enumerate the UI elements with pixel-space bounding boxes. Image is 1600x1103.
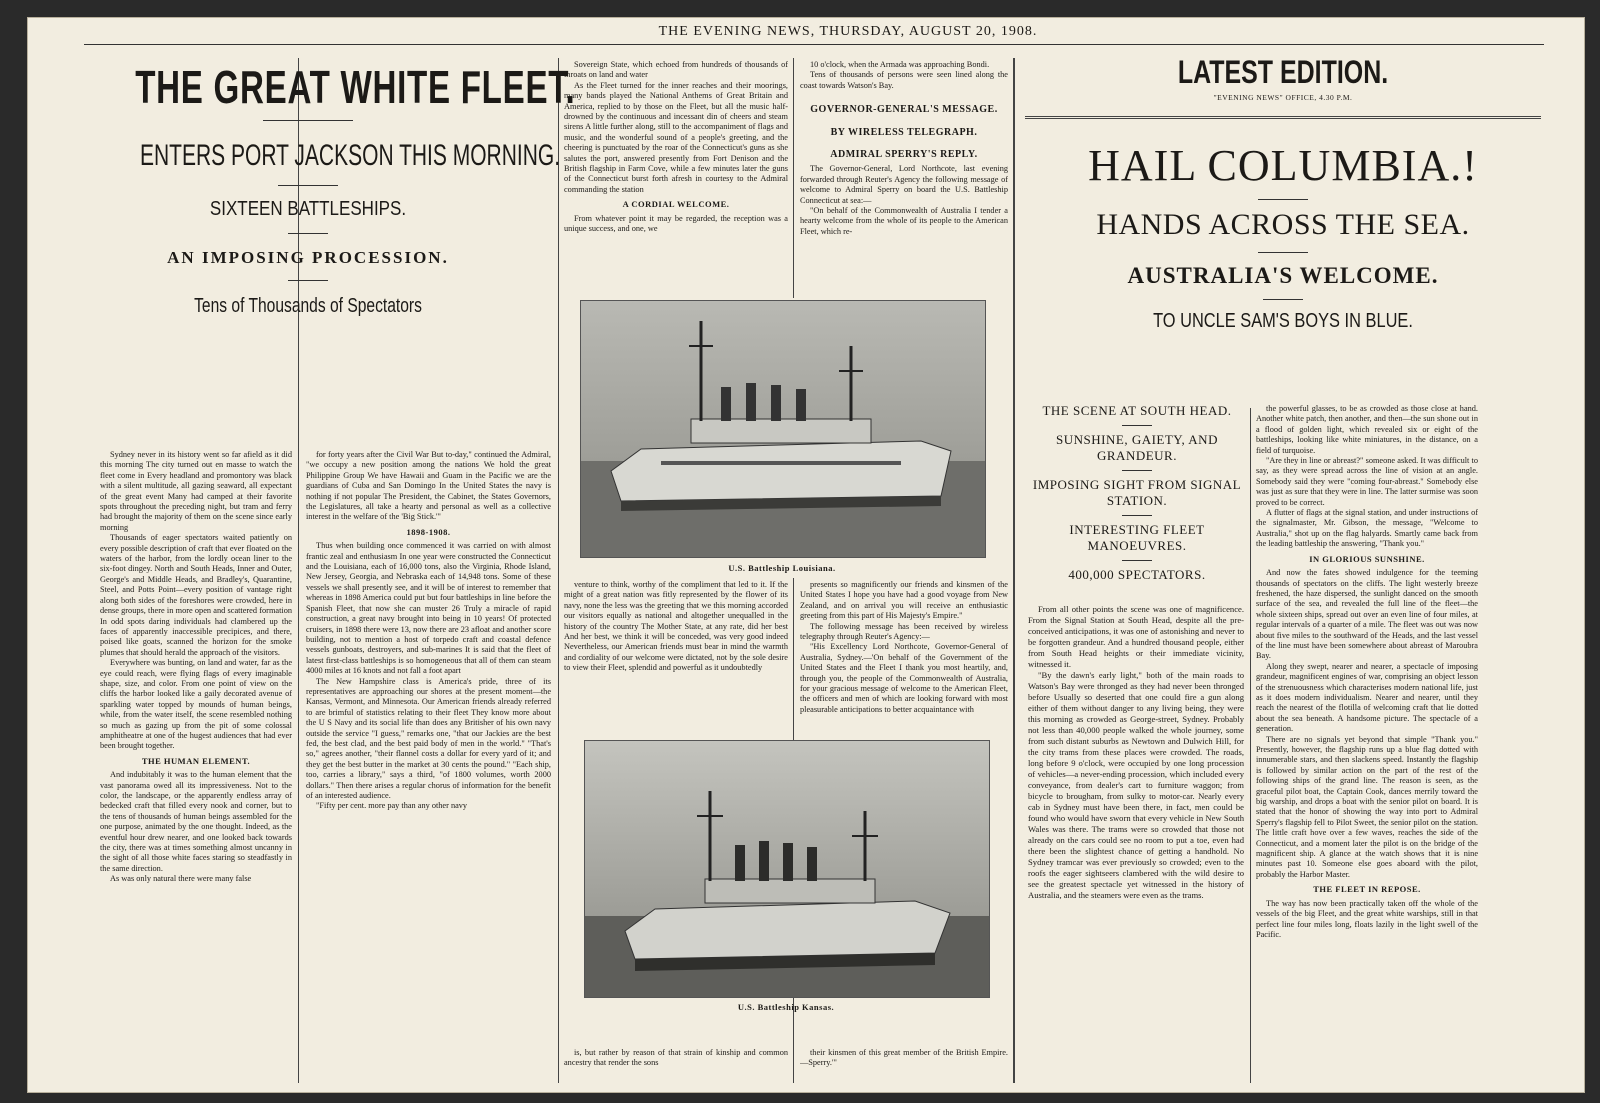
subhead-south-head: THE SCENE AT SOUTH HEAD. xyxy=(1042,403,1232,418)
column-rule xyxy=(1013,58,1015,1083)
deck-enters-port: ENTERS PORT JACKSON THIS MORNING. xyxy=(140,139,561,172)
subhead-1898-1908: 1898-1908. xyxy=(406,526,451,537)
deck-sixteen-battleships: SIXTEEN BATTLESHIPS. xyxy=(209,198,407,220)
subhead-cordial-welcome: A CORDIAL WELCOME. xyxy=(622,199,730,210)
divider xyxy=(278,185,338,186)
column-rule xyxy=(558,58,559,1083)
battleship-kansas-image xyxy=(585,741,989,997)
left-headline-block xyxy=(68,60,576,318)
middle-column-4 xyxy=(800,580,1008,720)
paragraph: 10 o'clock, when the Armada was approaching Bondi. xyxy=(810,60,990,69)
paragraph: The way has now been practically taken off the whole of the vessels of the big Fleet, and the great white warships, still in that perfect line four miles long, floats lazily in the light swell of the Pacific. xyxy=(1256,898,1478,939)
paragraph: presents so magnificently our friends and kinsmen of the United States I hope you have had a good voyage from New Zealand, and on arrival you will receive an enthusiastic greeting from this part of His Majesty's Empire." xyxy=(800,580,1008,621)
paragraph: As was only natural there were many false xyxy=(110,874,252,884)
paragraph: Sovereign State, which echoed from hundreds of thousands of throats on land and water xyxy=(564,60,788,80)
divider xyxy=(288,280,328,281)
paragraph: And indubitably it was to the human element that the vast panorama owed all its impressiveness. Not to the color, the landscape, or the apparently endless array of bedecked craft that filled every nook and corner, but to the tens of thousands of human beings assembled for the one purpose, animated by the one thought. Indeed, as the eventful hour drew nearer, and one looked back towards the city, there was at times something almost uncanny in the sight of all those white faces staring so steadfastly in the same direction. xyxy=(100,770,292,873)
office-time: "EVENING NEWS" OFFICE, 4.30 P.M. xyxy=(1213,93,1353,102)
paragraph: The New Hampshire class is America's pride, three of its representatives are approaching our shores at the present moment—the Kansas, Vermont, and Minnesota. Our American friends already referred to are brimful of statistics relating to their fleet They know more about the U S Navy and its social life than does any Britisher of his own navy outside the service "I guess," remarks one, "that our Jackies are the best fed, the best clad, and the best paid body of men in the world." "That's so," agrees another, "their flannel costs a dollar for every yard of it; and they get the best butter in the market at 30 cents the pound." "Each ship, too, carries a library," says a third, "of 1800 volumes, worth 2000 dollars." Then there arises a regular chorus of information for the benefit of an interested audience. xyxy=(306,676,551,800)
middle-bottom-2 xyxy=(800,1048,1008,1080)
caption-kansas: U.S. Battleship Kansas. xyxy=(737,1002,835,1012)
paragraph: for forty years after the Civil War But to-day," continued the Admiral, "we occupy a new position among the nations We hold the great Philippine Group We have Hawaii and Guam in the Pacific we are the guardians of Cuba and San Domingo In the United States the navy is nothing if not popular The President, the Cabinet, the States Governors, the Legislatures, all take a hearty and personal as well as a collective interest in the welfare of the 'Big Stick.'" xyxy=(306,450,551,522)
paragraph: "His Excellency Lord Northcote, Governor-General of Australia, Sydney.—'On behalf of the Government of the United States and the Fleet I thank you most heartily, and, through you, the people of the Commonwealth of Australia, for your gracious message of welcome to the American Fleet, the officers and men of which are looking forward with most pleasurable anticipations to better acquaintance with xyxy=(800,642,1008,714)
section-rule xyxy=(1025,116,1541,117)
subhead-fleet-manoeuvres: INTERESTING FLEET MANOEUVRES. xyxy=(1069,522,1205,553)
divider xyxy=(1258,252,1308,253)
paragraph: Everywhere was bunting, on land and water, far as the eye could reach, were flying flags of every imaginable shape, size, and color. From one point of view on the cliffs the harbor looked like a gaily decorated avenue of sparkling water topped by mounds of human beings, while, from the water itself, the scene resembled nothing so much as gazing up from the pit of some colossal amphitheatre at one of the hugest audiences that had ever been brought together. xyxy=(100,658,292,751)
caption-louisiana: U.S. Battleship Louisiana. xyxy=(728,563,836,573)
paragraph: "By the dawn's early light," both of the main roads to Watson's Bay were thronged as they had never been thronged before Usually so deserted that one could fire a gun along either of them without danger to any living being, they were this morning as crowded as George-street, Sydney. Probably not less than 40,000 people walked the whole journey, some from such distant suburbs as Newtown and Dulwich Hill, for the city trams from these places were crowded. The roads, long before 9 o'clock, were occupied by one long procession of vehicles—a never-ending procession, which included every conveyance, from dealer's cart to furniture waggon; from bicycle to brougham, from sulky to motor-car. Nearly every cab in Sydney must have been there, in fact, men could be found who would have sworn that every vehicle in New South Wales was there. The trams were so crowded that those not already on the cars could see no room to put a toe, even had there been the slightest chance of getting a handhold. No Sydney tramcar was ever previously so crowded; even to the roofs the eager sightseers clambered with the wild desire to see the greatest spectacle yet witnessed in the history of Australia, and the steamers were even as the trams. xyxy=(1028,670,1244,900)
paragraph: Thus when building once commenced it was carried on with almost frantic zeal and enthusiasm In one year were constructed the Connecticut and the Louisiana, each of 16,000 tons, also the Virginia, Rhode Island, New Jersey, Georgia, and Nebraska each of 14,948 tons. Some of these vessels we shall presently see, and it will be of interest to remember that whereas in 1898 America could put but four battleships in line before the Spanish Fleet, that now she can muster 26 Truly a miracle of rapid construction, a great navy brought into being in 10 years! Of protected cruisers, in 1898 there were 13, now there are 23 afloat and another score building, not to mention a host of torpedo craft and coastal defence vessels gunboats, destroyers, and sub-marines It is said that the fleet of latest first-class battleships is so homogeneous that all of them can steam 4000 miles at 16 knots and not fall a foot apart xyxy=(306,541,551,676)
newspaper-page xyxy=(28,18,1584,1092)
deck-uncle-sam: TO UNCLE SAM'S BOYS IN BLUE. xyxy=(1153,310,1413,332)
subhead-governor-message: GOVERNOR-GENERAL'S MESSAGE. xyxy=(810,104,998,116)
masthead-rule xyxy=(84,44,1544,45)
subhead-sunshine: SUNSHINE, GAIETY, AND GRANDEUR. xyxy=(1056,432,1218,463)
hail-columbia-headline: HAIL COLUMBIA.! xyxy=(1088,141,1478,190)
divider xyxy=(1122,470,1152,471)
deck-spectators: Tens of Thousands of Spectators xyxy=(194,295,422,317)
right-subheads xyxy=(1028,403,1246,583)
main-headline: THE GREAT WHITE FLEET. xyxy=(135,61,576,113)
subhead-sperry-reply: ADMIRAL SPERRY'S REPLY. xyxy=(830,149,978,161)
paragraph: The Governor-General, Lord Northcote, last evening forwarded through Reuter's Agency the following message of welcome to Admiral Sperry on board the U.S. Battleship Connecticut at sea:— xyxy=(800,164,1008,205)
subhead-glorious-sunshine: IN GLORIOUS SUNSHINE. xyxy=(1309,553,1425,564)
section-rule xyxy=(1025,118,1541,119)
middle-column-1 xyxy=(564,60,788,292)
divider xyxy=(1258,199,1308,200)
paragraph: A flutter of flags at the signal station, and under instructions of the signalmaster, Mr. Gibson, the message, "Welcome to Australia," shot up on the flag halyards. Smartly came back from the leading battleship the answering, "Thank you." xyxy=(1256,508,1478,549)
paragraph: There are no signals yet beyond that simple "Thank you." Presently, however, the flagship runs up a blue flag dotted with innumerable stars, and then slackens speed. Instantly the flagship is followed by similar action on the part of the rest of the following ships of the grand line. The reason is seen, as the graceful pilot boat, the Captain Cook, dances merrily toward the big warship, and drops a boat with the senior pilot on board. It is stated that the honor of showing the way into port to Admiral Sperry's flagship fell to Pilot Sweet, the senior pilot on the station. The little craft hove over a few waves, reaches the side of the Connecticut, and a moment later the pilot is on the bridge of the magnificent ship. A glance at the watch shows that it is nine minutes past 10. Someone else goes aboard with the pilot, probably the Harbor Master. xyxy=(1256,734,1478,879)
divider xyxy=(288,233,328,234)
left-column-2 xyxy=(306,450,551,1078)
deck-imposing-procession: AN IMPOSING PROCESSION. xyxy=(167,248,449,267)
divider xyxy=(1122,515,1152,516)
middle-bottom-1 xyxy=(564,1048,788,1080)
subhead-fleet-repose: THE FLEET IN REPOSE. xyxy=(1313,884,1421,895)
column-rule xyxy=(793,58,794,298)
divider xyxy=(263,120,353,121)
paragraph: venture to think, worthy of the compliment that led to it. If the might of a great nation was fitly represented by the flower of its navy, none the less was the greeting that we this morning accorded our visitors equally as national and altogether unequalled in the history of the country The Mother State, at any rate, did her best And her best, we think it will be conceded, was very good indeed Nevertheless, our American friends must bear in mind the warmth and cordiality of our welcome were dictated, not by the sole desire to view their Fleet, splendid and powerful as it undoubtedly xyxy=(564,580,788,673)
divider xyxy=(1122,425,1152,426)
paragraph: The following message has been received by wireless telegraphy through Reuter's Agency:— xyxy=(800,621,1008,642)
divider xyxy=(1122,560,1152,561)
subhead-400000: 400,000 SPECTATORS. xyxy=(1068,567,1206,582)
subhead-imposing-sight: IMPOSING SIGHT FROM SIGNAL STATION. xyxy=(1032,477,1242,508)
paragraph: is, but rather by reason of that strain of kinship and common ancestry that render the sons xyxy=(564,1048,788,1068)
latest-edition: LATEST EDITION. xyxy=(1177,54,1389,90)
subhead-human-element: THE HUMAN ELEMENT. xyxy=(141,755,251,766)
paragraph: the powerful glasses, to be as crowded as those close at hand. Another white patch, then another, and then—the sun shone out in a flood of golden light, which revealed six or eight of the battleships, looking like white miniatures, in the distance, on a field of turquoise. xyxy=(1256,404,1478,455)
paragraph: Along they swept, nearer and nearer, a spectacle of imposing grandeur, magnificent engines of war, comprising an object lesson of the strenuousness which characterises modern national life, just as it does modern individualism. Nearer and nearer, until they reach the nearest of the flotilla of welcoming craft that lie dotted about the sea beneath. A handsome picture. The spectacle of a generation. xyxy=(1256,661,1478,734)
paragraph: Thousands of eager spectators waited patiently on every possible description of craft that ever floated on the waters of the harbor, from the lordly ocean liner to the six-foot dingey. North and South Heads, Inner and Outer, George's and Middle Heads, and Bradley's, Quarantine, Steel, and Potts Point—every position of vantage right along both sides of the foreshores were crowded, here in dense groups, there in more open and scattered formation In odd spots daring individuals had clambered up the faces of apparently inaccessible precipices, and there, poised like goats, scanned the horizon for the smoke plumes that should herald the approach of the visitors. xyxy=(100,533,292,657)
paragraph: Tens of thousands of persons were seen lined along the coast towards Watson's Bay. xyxy=(800,70,1008,90)
middle-column-3 xyxy=(564,580,788,720)
battleship-louisiana-image xyxy=(581,301,985,557)
photo-louisiana xyxy=(580,300,986,558)
middle-column-2 xyxy=(800,60,1008,292)
deck-hands-across: HANDS ACROSS THE SEA. xyxy=(1096,208,1470,241)
paragraph: Sydney never in its history went so far afield as it did this morning The city turned out en masse to watch the fleet come in Every headland and promontory was black with a silent multitude, all gazing seaward, all expectant of the great event Many had camped at their favorite spots throughout the preceding night, but tram and ferry had brought the majority of them on the scene since early morning xyxy=(100,450,292,532)
paragraph: "Are they in line or abreast?" someone asked. It was difficult to say, as they were spread across the line of vision at an angle. Somebody said they were "coming four-abreast." Somebody else was just as sure that they were in line. The latter surmise was soon proved to be correct. xyxy=(1256,456,1478,507)
column-rule xyxy=(1250,408,1251,1083)
masthead: THE EVENING NEWS, THURSDAY, AUGUST 20, 1908. xyxy=(658,24,1038,39)
paragraph: As the Fleet turned for the inner reaches and their moorings, many bands played the National Anthems of Great Britain and America, replied to by those on the Fleet, but all the music half-drowned by the continuous and incessant din of cheers and steam sirens A little further along, still to the accompaniment of flags and music, and the wonderful sound of a people's greeting, and the cheering is punctuated by the roar of the Connecticut's guns as she salutes the port, answered presently from Fort Denison and the British flagship in Farm Cove, while a few minutes later the guns of the Connecticut burst forth afresh in courtesy to the Admiral commanding the station xyxy=(564,80,788,194)
right-column-2 xyxy=(1256,404,1478,1080)
paragraph: From all other points the scene was one of magnificence. From the Signal Station at South Head, despite all the pre-conceived anticipations, it was one of astonishing and never to be forgotten grandeur. And a hundred thousand people, either from South Head heights or their immediate vicinity, witnessed it. xyxy=(1028,604,1244,669)
deck-australias-welcome: AUSTRALIA'S WELCOME. xyxy=(1127,263,1439,288)
paragraph: And now the fates showed indulgence for the teeming thousands of spectators on the cliffs. The light westerly breeze freshened, the haze dispersed, the sunlight danced on the smooth surface of the sea, and revealed the full line of the fleet—the whole sixteen ships, spread out over an even line of four miles, at regular intervals of a quarter of a mile. The fleet was out was now about five miles to the southward of the Heads, and the last vessel of the line must have been somewhere about abreast of Maroubra Bay. xyxy=(1256,568,1478,661)
paragraph: "Fifty per cent. more pay than any other navy xyxy=(316,801,468,811)
right-headline-block xyxy=(1023,54,1543,333)
divider xyxy=(1263,299,1303,300)
paragraph: "On behalf of the Commonwealth of Australia I tender a hearty welcome from the whole of its people to the American Fleet, which re- xyxy=(800,206,1008,236)
paragraph: From whatever point it may be regarded, the reception was a unique success, and one, we xyxy=(564,213,788,234)
right-column-1 xyxy=(1028,604,1244,1080)
subhead-wireless: BY WIRELESS TELEGRAPH. xyxy=(830,126,978,138)
paragraph: their kinsmen of this great member of the British Empire.—Sperry.'" xyxy=(800,1048,1008,1068)
photo-kansas xyxy=(584,740,990,998)
left-column-1 xyxy=(100,450,292,1078)
